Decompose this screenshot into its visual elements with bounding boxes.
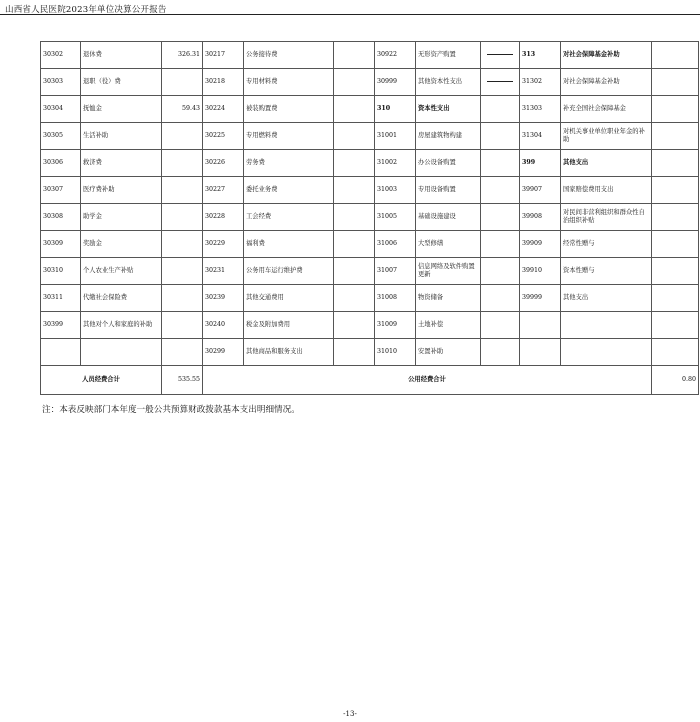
row-name-3: 大型修缮 (416, 231, 481, 258)
row-code-1: 30305 (41, 123, 81, 150)
row-code-2: 30231 (203, 258, 244, 285)
row-name-1: 其他对个人和家庭的补助 (81, 312, 162, 339)
row-value-1 (162, 285, 203, 312)
row-code-3: 31008 (375, 285, 416, 312)
table-row (41, 339, 699, 366)
table-row (41, 312, 699, 339)
row-value-2 (334, 258, 375, 285)
row-value-3 (481, 258, 520, 285)
row-value-3 (481, 204, 520, 231)
row-code-1: 30399 (41, 312, 81, 339)
table-row (41, 285, 699, 312)
row-code-2: 30218 (203, 69, 244, 96)
row-name-2: 其他交通费用 (244, 285, 334, 312)
row-code-3: 31009 (375, 312, 416, 339)
row-name-1: 医疗费补助 (81, 177, 162, 204)
row-value-4 (652, 123, 699, 150)
table-row (41, 96, 699, 123)
row-code-1 (41, 339, 81, 366)
row-name-2: 被装购置费 (244, 96, 334, 123)
row-name-1: 抚恤金 (81, 96, 162, 123)
header-rule (0, 14, 700, 15)
row-value-3 (481, 96, 520, 123)
row-name-4: 国家赔偿费用支出 (561, 177, 652, 204)
row-value-1 (162, 231, 203, 258)
row-code-3: 30999 (375, 69, 416, 96)
row-code-4: 31304 (520, 123, 561, 150)
row-value-4 (652, 231, 699, 258)
row-code-4 (520, 339, 561, 366)
row-value-3 (481, 231, 520, 258)
row-name-4: 经常性赠与 (561, 231, 652, 258)
row-name-3: 安置补助 (416, 339, 481, 366)
row-name-1: 助学金 (81, 204, 162, 231)
row-value-3 (481, 312, 520, 339)
public-total-value: 0.80 (652, 366, 699, 395)
row-value-1 (162, 69, 203, 96)
row-value-1 (162, 312, 203, 339)
row-value-2 (334, 150, 375, 177)
row-value-4 (652, 312, 699, 339)
row-value-4 (652, 177, 699, 204)
row-name-2: 其他商品和服务支出 (244, 339, 334, 366)
row-code-2: 30227 (203, 177, 244, 204)
row-name-1: 奖励金 (81, 231, 162, 258)
row-value-2 (334, 204, 375, 231)
personnel-total-value: 535.55 (162, 366, 203, 395)
row-code-2: 30229 (203, 231, 244, 258)
row-value-1 (162, 258, 203, 285)
table-note: 注：本表反映部门本年度一般公共预算财政拨款基本支出明细情况。 (42, 405, 300, 415)
row-name-4: 对社会保障基金补助 (561, 42, 652, 69)
row-value-2 (334, 177, 375, 204)
row-name-4: 其他支出 (561, 150, 652, 177)
row-name-2: 专用材料费 (244, 69, 334, 96)
row-code-3: 31006 (375, 231, 416, 258)
row-name-2: 福利费 (244, 231, 334, 258)
row-code-3: 31003 (375, 177, 416, 204)
row-name-3: 信息网络及软件购置更新 (416, 258, 481, 285)
row-value-3 (481, 123, 520, 150)
row-code-4: 31303 (520, 96, 561, 123)
row-code-1: 30302 (41, 42, 81, 69)
row-value-1 (162, 177, 203, 204)
row-value-4 (652, 150, 699, 177)
row-code-2: 30225 (203, 123, 244, 150)
table-row (41, 150, 699, 177)
row-name-3: 土地补偿 (416, 312, 481, 339)
row-value-4 (652, 42, 699, 69)
row-code-4: 39909 (520, 231, 561, 258)
row-code-4: 31302 (520, 69, 561, 96)
table-row (41, 42, 699, 69)
row-name-1 (81, 339, 162, 366)
row-code-2: 30217 (203, 42, 244, 69)
row-code-4: 39999 (520, 285, 561, 312)
table-row (41, 258, 699, 285)
row-value-3 (481, 285, 520, 312)
row-name-3: 无形资产购置 (416, 42, 481, 69)
row-name-1: 救济费 (81, 150, 162, 177)
row-value-3 (481, 42, 520, 69)
row-code-1: 30306 (41, 150, 81, 177)
row-value-4 (652, 339, 699, 366)
row-name-2: 税金及附加费用 (244, 312, 334, 339)
row-code-2: 30228 (203, 204, 244, 231)
row-value-2 (334, 42, 375, 69)
row-code-1: 30308 (41, 204, 81, 231)
row-value-2 (334, 312, 375, 339)
row-name-4: 补充全国社会保障基金 (561, 96, 652, 123)
row-code-1: 30303 (41, 69, 81, 96)
row-code-1: 30311 (41, 285, 81, 312)
page-header-title: 山西省人民医院2023年单位决算公开报告 (5, 5, 167, 15)
table-row (41, 123, 699, 150)
public-total-label: 公用经费合计 (203, 366, 652, 395)
row-name-3: 基础设施建设 (416, 204, 481, 231)
row-name-4: 资本性赠与 (561, 258, 652, 285)
row-code-4: 39907 (520, 177, 561, 204)
row-code-2: 30224 (203, 96, 244, 123)
row-value-3 (481, 69, 520, 96)
row-name-2: 委托业务费 (244, 177, 334, 204)
row-name-4 (561, 312, 652, 339)
row-name-3: 房屋建筑物构建 (416, 123, 481, 150)
row-code-1: 30307 (41, 177, 81, 204)
table-row (41, 177, 699, 204)
row-code-2: 30299 (203, 339, 244, 366)
row-value-2 (334, 231, 375, 258)
row-name-3: 资本性支出 (416, 96, 481, 123)
row-code-3: 31010 (375, 339, 416, 366)
row-name-2: 劳务费 (244, 150, 334, 177)
row-value-4 (652, 69, 699, 96)
row-name-3: 物资储备 (416, 285, 481, 312)
table-row (41, 204, 699, 231)
row-name-4: 其他支出 (561, 285, 652, 312)
row-name-1: 退休费 (81, 42, 162, 69)
row-value-4 (652, 96, 699, 123)
row-value-4 (652, 285, 699, 312)
row-value-2 (334, 96, 375, 123)
row-code-4: 399 (520, 150, 561, 177)
row-name-1: 生活补助 (81, 123, 162, 150)
row-code-4: 39908 (520, 204, 561, 231)
row-value-1: 326.31 (162, 42, 203, 69)
row-value-4 (652, 258, 699, 285)
row-name-4: 对社会保障基金补助 (561, 69, 652, 96)
row-value-3 (481, 339, 520, 366)
row-code-2: 30239 (203, 285, 244, 312)
page-number: -13- (343, 710, 357, 718)
row-value-1 (162, 150, 203, 177)
row-code-1: 30304 (41, 96, 81, 123)
totals-row (41, 366, 699, 395)
row-code-3: 310 (375, 96, 416, 123)
row-value-3 (481, 150, 520, 177)
row-value-1 (162, 123, 203, 150)
row-code-3: 31002 (375, 150, 416, 177)
row-value-4 (652, 204, 699, 231)
row-name-4: 对民间非营利组织和群众性自治组织补贴 (561, 204, 652, 231)
row-code-3: 30922 (375, 42, 416, 69)
row-name-3: 办公设备购置 (416, 150, 481, 177)
dash-mark (487, 81, 513, 82)
row-value-1 (162, 204, 203, 231)
row-name-3: 其他资本性支出 (416, 69, 481, 96)
expenditure-detail-table (40, 41, 699, 395)
row-code-2: 30226 (203, 150, 244, 177)
table-body (41, 42, 699, 366)
row-name-1: 退职（役）费 (81, 69, 162, 96)
row-code-3: 31001 (375, 123, 416, 150)
row-value-2 (334, 285, 375, 312)
row-value-2 (334, 339, 375, 366)
dash-mark (487, 54, 513, 55)
row-code-3: 31007 (375, 258, 416, 285)
row-code-4 (520, 312, 561, 339)
row-value-1: 59.43 (162, 96, 203, 123)
row-value-2 (334, 69, 375, 96)
row-name-2: 公务接待费 (244, 42, 334, 69)
row-name-2: 公务用车运行维护费 (244, 258, 334, 285)
row-code-1: 30310 (41, 258, 81, 285)
row-name-1: 代缴社会保险费 (81, 285, 162, 312)
row-name-3: 专用设备购置 (416, 177, 481, 204)
row-name-2: 专用燃料费 (244, 123, 334, 150)
row-code-1: 30309 (41, 231, 81, 258)
table-row (41, 69, 699, 96)
personnel-total-label: 人员经费合计 (41, 366, 162, 395)
row-value-2 (334, 123, 375, 150)
row-code-2: 30240 (203, 312, 244, 339)
row-name-1: 个人农业生产补贴 (81, 258, 162, 285)
row-value-3 (481, 177, 520, 204)
row-code-4: 313 (520, 42, 561, 69)
row-name-2: 工会经费 (244, 204, 334, 231)
row-value-1 (162, 339, 203, 366)
row-name-4 (561, 339, 652, 366)
row-code-3: 31005 (375, 204, 416, 231)
row-name-4: 对机关事业单位职业年金的补助 (561, 123, 652, 150)
row-code-4: 39910 (520, 258, 561, 285)
table-row (41, 231, 699, 258)
